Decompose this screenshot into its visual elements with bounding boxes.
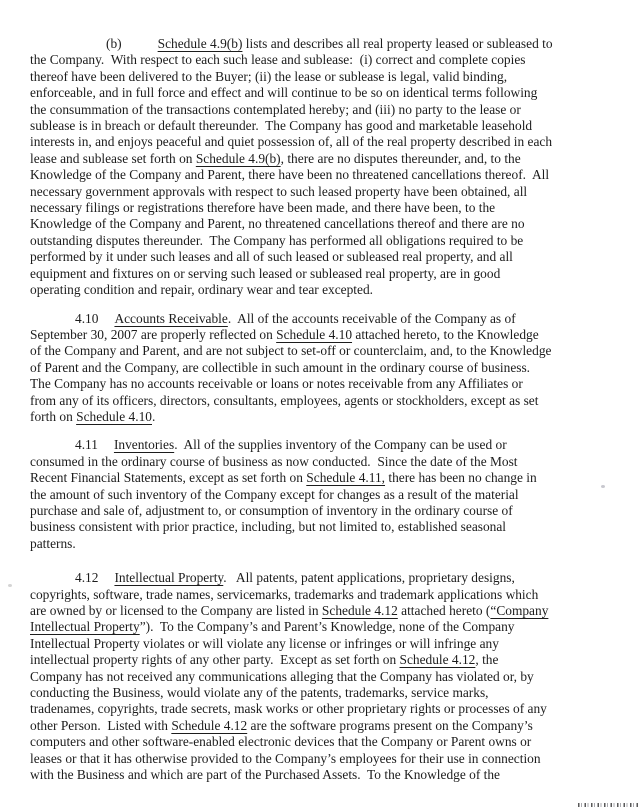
text-run: outstanding disputes thereunder. The Company has performed all obligations required to be: [30, 232, 524, 248]
text-line: [30, 266, 615, 282]
text-line: [30, 360, 615, 376]
text-line: [30, 652, 615, 668]
text-run: other Person. Listed with: [30, 717, 172, 733]
text-line: [30, 470, 615, 486]
scan-noise-strip: [578, 803, 639, 807]
text-line: [30, 519, 615, 535]
text-line: [30, 454, 615, 470]
text-line: [30, 69, 615, 85]
text-run: business consistent with prior practice, including, but not limited to, established seasonal: [30, 519, 507, 535]
text-line: [30, 118, 615, 134]
underlined-reference: Schedule 4.11,: [306, 470, 386, 486]
text-line: [30, 184, 615, 200]
text-run: September 30, 2007 are properly reflected on: [30, 326, 277, 342]
text-run: the consummation of the transactions contemplated hereby; and (iii) no party to the lease or: [30, 101, 521, 117]
text-run: from any of its officers, directors, consultants, employees, agents or stockholders, except as set: [30, 392, 539, 408]
text-run: purchase and sale of, adjustment to, or consumption of inventory in the ordinary course of: [30, 502, 513, 518]
text-line: [30, 685, 615, 701]
text-line: [30, 52, 615, 68]
text-run: Recent Financial Statements, except as set forth on: [30, 470, 307, 486]
text-run: thereof have been delivered to the Buyer; (ii) the lease or sublease is legal, valid binding,: [30, 68, 508, 84]
text-run: The Company has no accounts receivable or loans or notes receivable from any Affiliates or: [30, 376, 523, 392]
text-run: attached hereto (: [397, 603, 491, 618]
text-run: Intellectual Property violates or will violate any license or infringes or will infringe any: [30, 635, 499, 651]
text-run: sublease is in breach or default thereunder. The Company has good and marketable leasehold: [30, 118, 533, 134]
text-line: [30, 701, 615, 717]
underlined-reference: Intellectual Property: [114, 570, 224, 586]
text-run: attached hereto, to the Knowledge: [352, 326, 539, 342]
underlined-reference: Inventories: [113, 437, 175, 453]
underlined-reference: Schedule 4.9(b): [195, 150, 281, 166]
underlined-reference: Schedule 4.9(b): [157, 36, 243, 51]
text-run: , the: [475, 652, 499, 668]
underlined-reference: Schedule 4.10: [276, 326, 353, 342]
underlined-reference: Intellectual Property: [30, 619, 140, 635]
text-line: [30, 669, 615, 685]
text-run: , there are no disputes thereunder, and, to the: [280, 150, 521, 166]
text-line: [30, 587, 615, 603]
text-run: tradenames, copyrights, trade secrets, mask works or other proprietary rights or processes of any: [30, 701, 547, 717]
text-line: [30, 134, 615, 150]
text-run: (b): [106, 36, 122, 51]
text-run: lists and describes all real property leased or subleased to: [242, 36, 553, 51]
text-run: 4.10: [75, 310, 99, 326]
text-line: [30, 216, 615, 232]
text-run: forth on: [30, 408, 77, 424]
text-run: equipment and fixtures on or serving such leased or subleased real property, are in good: [30, 265, 501, 281]
text-line: [30, 767, 615, 783]
text-run: 4.12: [75, 570, 99, 586]
text-run: conducting the Business, would violate any of the patents, trademarks, service marks,: [30, 685, 489, 701]
text-run: ”). To the Company’s and Parent’s Knowledge, none of the Company: [139, 619, 515, 635]
underlined-reference: Schedule 4.12: [399, 652, 476, 668]
text-line: [30, 85, 615, 101]
scan-speck: [8, 584, 12, 587]
text-line: [30, 282, 615, 298]
text-line: [30, 734, 615, 750]
text-line: [30, 437, 615, 453]
text-run: consumed in the ordinary course of business as now conducted. Since the date of the Most: [30, 453, 518, 469]
underlined-reference: “Company: [490, 603, 549, 618]
text-run: leases or that it has otherwise provided to the Company’s employees for their use in connection: [30, 750, 541, 766]
text-line: [30, 233, 615, 249]
text-run: necessary filings or registrations therefore have been made, and there have been, to the: [30, 200, 496, 216]
paragraph-section-4-10: [30, 311, 615, 426]
text-run: of Parent and the Company, are collectible in such amount in the ordinary course of business.: [30, 359, 531, 375]
underlined-reference: Schedule 4.10: [76, 408, 152, 424]
text-line: [30, 249, 615, 265]
text-line: [30, 718, 615, 734]
text-run: computers and other software-enabled electronic devices that the Company or Parent owns or: [30, 734, 532, 750]
text-run: . All patents, patent applications, proprietary designs,: [223, 570, 515, 586]
text-run: lease and sublease set forth on: [30, 150, 196, 166]
text-line: [30, 102, 615, 118]
text-run: with the Business and which are part of the Purchased Assets. To the Knowledge of the: [30, 767, 500, 783]
text-run: 4.11: [75, 437, 98, 453]
text-run: operating condition and repair, ordinary wear and tear excepted.: [30, 282, 374, 298]
text-line: [30, 151, 615, 167]
text-run: of the Company and Parent, and are not subject to set-off or counterclaim, and, to the Knowledge: [30, 343, 552, 359]
text-line: [30, 636, 615, 652]
text-run: the Company. With respect to each such lease and sublease: (i) correct and complete copies: [30, 52, 526, 68]
text-line: [30, 487, 615, 503]
text-run: are owned by or licensed to the Company are listed in: [30, 603, 322, 618]
paragraph-clause-4-9-b: [30, 36, 615, 299]
text-line: [30, 167, 615, 183]
text-run: Company has not received any communications alleging that the Company has violated or, by: [30, 668, 534, 684]
text-run: interests in, and enjoys peaceful and quiet possession of, all of the real property described in each: [30, 134, 553, 150]
text-run: are the software programs present on the Company’s: [247, 717, 533, 733]
text-run: Knowledge of the Company and Parent, no threatened cancellations thereof and there are no: [30, 216, 525, 232]
text-run: the amount of such inventory of the Company except for changes as a result of the material: [30, 486, 519, 502]
text-line: [30, 311, 615, 327]
text-line: [30, 343, 615, 359]
text-line: [30, 536, 615, 552]
text-run: copyrights, software, trade names, servicemarks, trademarks and trademark applications which: [30, 586, 539, 602]
text-run: Knowledge of the Company and Parent, there have been no threatened cancellations thereof. All: [30, 167, 550, 183]
text-line: [30, 36, 615, 52]
text-line: [30, 200, 615, 216]
text-run: . All of the supplies inventory of the Company can be used or: [174, 437, 507, 453]
text-run: .: [152, 408, 156, 424]
text-run: performed by it under such leases and all of such leased or subleased real property, and all: [30, 249, 513, 265]
text-run: patterns.: [30, 535, 76, 551]
document-body: [30, 36, 615, 795]
paragraph-section-4-12: [30, 570, 615, 783]
text-line: [30, 603, 615, 619]
text-line: [30, 409, 615, 425]
text-line: [30, 503, 615, 519]
text-line: [30, 376, 615, 392]
text-line: [30, 751, 615, 767]
text-run: necessary government approvals with respect to such leased property have been obtained, all: [30, 183, 528, 199]
text-line: [30, 327, 615, 343]
text-run: there has been no change in: [385, 470, 537, 486]
underlined-reference: Schedule 4.12: [171, 717, 248, 733]
text-run: intellectual property rights of any other party. Except as set forth on: [30, 652, 400, 668]
text-run: . All of the accounts receivable of the Company as of: [227, 310, 516, 326]
text-run: enforceable, and in full force and effect and will continue to be so on identical terms following: [30, 85, 538, 101]
text-line: [30, 570, 615, 586]
text-line: [30, 619, 615, 635]
text-line: [30, 393, 615, 409]
underlined-reference: Accounts Receivable: [114, 310, 228, 326]
underlined-reference: Schedule 4.12: [321, 603, 398, 618]
paragraph-section-4-11: [30, 437, 615, 552]
scan-speck: [601, 485, 605, 488]
